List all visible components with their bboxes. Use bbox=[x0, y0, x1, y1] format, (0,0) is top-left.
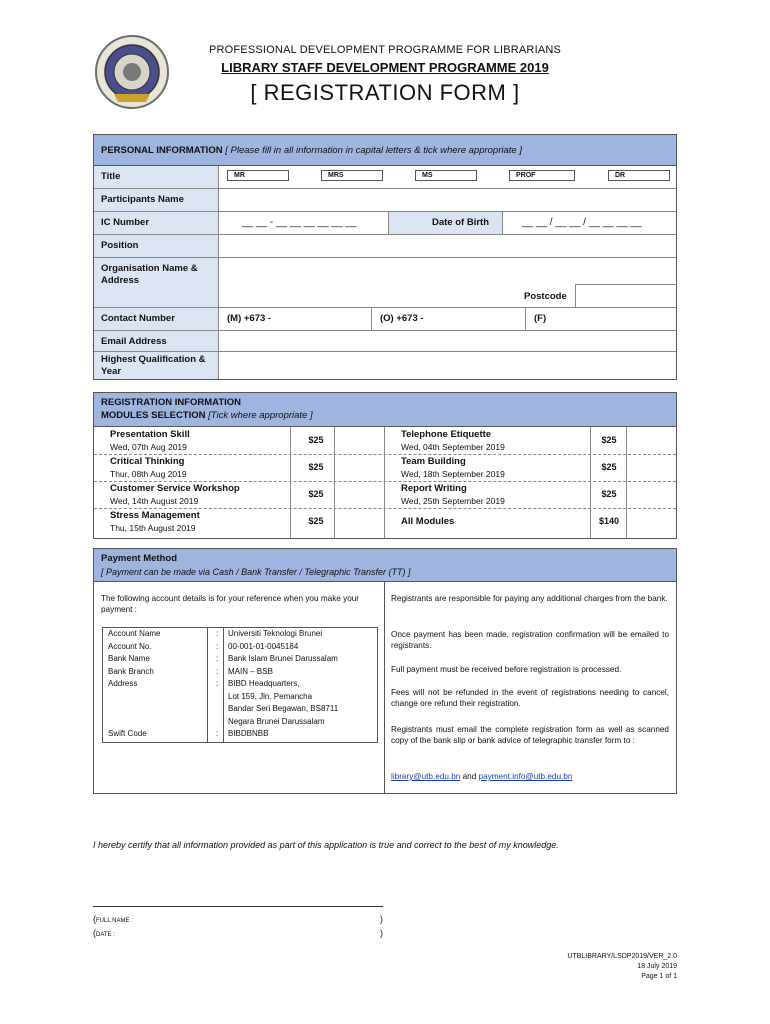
module-row bbox=[94, 454, 676, 482]
email-row bbox=[94, 331, 676, 352]
payment-method-section bbox=[93, 548, 677, 794]
module-name: Report Writing bbox=[401, 483, 467, 494]
postcode-label: Postcode bbox=[524, 291, 567, 302]
title-label: Title bbox=[101, 171, 121, 182]
payment-note: Full payment must be received before registration is processed. bbox=[391, 665, 622, 674]
registration-header bbox=[94, 393, 676, 427]
module-price: $25 bbox=[601, 435, 617, 445]
document-date: 18 July 2019 bbox=[637, 963, 677, 970]
registration-section bbox=[93, 392, 677, 539]
module-name: Critical Thinking bbox=[110, 456, 185, 467]
payment-note: Registrants are responsible for paying any additional charges from the bank. bbox=[391, 594, 668, 603]
university-seal-logo bbox=[94, 34, 170, 110]
title-option-mrs[interactable]: MRS bbox=[321, 170, 383, 181]
module-tick-box[interactable] bbox=[335, 454, 384, 481]
payment-heading: Payment Method bbox=[101, 553, 178, 564]
payment-header bbox=[94, 549, 676, 582]
module-date: Thur, 08th Aug 2019 bbox=[110, 469, 187, 479]
module-name: Stress Management bbox=[110, 510, 200, 521]
title-option-prof[interactable]: PROF bbox=[509, 170, 575, 181]
modules-note: [Tick where appropriate ] bbox=[205, 410, 313, 421]
postcode-field[interactable] bbox=[575, 284, 677, 308]
personal-information-section bbox=[93, 134, 677, 380]
bank-account-table: Account Name : Universiti Teknologi Brunei Account No. : 00-001-01-0045184 Bank Name : Bank Islam Brunei Darussalam Bank Branch : MAIN – BSB Address : BIBD Headquarters, Lot 159, Jln. Pemancha Bandar Seri Begawan, BS8711 Negara Brunei Darussalam Swift Code : BIBDBNBB bbox=[102, 627, 378, 743]
module-tick-box[interactable] bbox=[627, 508, 676, 538]
participant-name-label: Participants Name bbox=[101, 194, 184, 205]
payment-note: Registrants must email the complete registration form as well as scanned copy of the bank slip or bank advice of telegraphic transfer form to : bbox=[391, 725, 669, 745]
personal-info-note: [ Please fill in all information in capital letters & tick where appropriate ] bbox=[222, 145, 522, 156]
module-date: Wed, 04th September 2019 bbox=[401, 442, 505, 452]
module-price: $140 bbox=[598, 516, 620, 526]
fullname-field[interactable]: (FULL NAME : ) bbox=[93, 914, 383, 924]
organisation-label: Organisation Name & Address bbox=[101, 263, 198, 286]
module-price: $25 bbox=[601, 462, 617, 472]
module-name: Telephone Etiquette bbox=[401, 429, 492, 440]
module-price: $25 bbox=[308, 462, 324, 472]
contact-number-row bbox=[94, 308, 676, 331]
contact-mobile-field[interactable]: (M) +673 - bbox=[227, 313, 272, 324]
ic-number-label: IC Number bbox=[101, 217, 150, 228]
title-option-ms[interactable]: MS bbox=[415, 170, 477, 181]
module-price: $25 bbox=[601, 489, 617, 499]
payment-intro: The following account details is for your reference when you make your payment : bbox=[101, 594, 360, 614]
library-email-link[interactable]: library@utb.edu.bn bbox=[391, 772, 461, 781]
participant-name-row bbox=[94, 189, 676, 212]
module-tick-box[interactable] bbox=[335, 481, 384, 508]
module-name: Customer Service Workshop bbox=[110, 483, 240, 494]
personal-info-header bbox=[94, 135, 676, 166]
module-tick-box[interactable] bbox=[335, 508, 384, 538]
title-option-dr[interactable]: DR bbox=[608, 170, 670, 181]
payment-note: Once payment has been made, registration confirmation will be emailed to registrants. bbox=[391, 630, 669, 650]
module-price: $25 bbox=[308, 516, 324, 526]
registration-heading: REGISTRATION INFORMATION bbox=[101, 397, 242, 408]
personal-info-heading: PERSONAL INFORMATION bbox=[101, 145, 223, 156]
signature-line[interactable] bbox=[93, 906, 383, 907]
module-date: Thu, 15th August 2019 bbox=[110, 523, 196, 533]
contact-fax-field[interactable]: (F) bbox=[534, 313, 547, 324]
email-label: Email Address bbox=[101, 336, 167, 347]
modules-heading: MODULES SELECTION bbox=[101, 410, 206, 421]
dob-field[interactable]: __ __ / __ __ / __ __ __ __ bbox=[522, 217, 642, 228]
module-row bbox=[94, 508, 676, 538]
programme-title: LIBRARY STAFF DEVELOPMENT PROGRAMME 2019 bbox=[221, 60, 549, 75]
ic-number-row bbox=[94, 212, 676, 235]
module-price: $25 bbox=[308, 489, 324, 499]
certification-statement: I hereby certify that all information provided as part of this application is true and correct to the best of my knowledge. bbox=[93, 840, 559, 850]
payment-note: Fees will not be refunded in the event of registrations needing to cancel, change ore refund their registration. bbox=[391, 688, 669, 708]
title-option-mr[interactable]: MR bbox=[227, 170, 289, 181]
module-name: Team Building bbox=[401, 456, 466, 467]
page-number: Page 1 of 1 bbox=[641, 973, 677, 980]
module-date: Wed, 07th Aug 2019 bbox=[110, 442, 187, 452]
title-row bbox=[94, 166, 676, 189]
module-tick-box[interactable] bbox=[335, 427, 384, 454]
payment-subheading: [ Payment can be made via Cash / Bank Transfer / Telegraphic Transfer (TT) ] bbox=[101, 567, 411, 577]
module-date: Wed, 18th September 2019 bbox=[401, 469, 505, 479]
organisation-row bbox=[94, 258, 676, 308]
payment-email-link[interactable]: payment.info@utb.edu.bn bbox=[478, 772, 573, 781]
dob-label: Date of Birth bbox=[432, 217, 489, 228]
module-row bbox=[94, 481, 676, 509]
module-date: Wed, 14th August 2019 bbox=[110, 496, 199, 506]
document-code: UTBLIBRARY/LSDP2019/VER_2.0 bbox=[567, 953, 677, 960]
module-name: Presentation Skill bbox=[110, 429, 190, 440]
module-tick-box[interactable] bbox=[627, 427, 676, 454]
qualification-row bbox=[94, 352, 676, 379]
module-tick-box[interactable] bbox=[627, 481, 676, 508]
form-title: [ REGISTRATION FORM ] bbox=[250, 80, 520, 105]
module-tick-box[interactable] bbox=[627, 454, 676, 481]
qualification-label: Highest Qualification & Year bbox=[101, 354, 206, 377]
module-price: $25 bbox=[308, 435, 324, 445]
ic-number-field[interactable]: __ __ - __ __ __ __ __ __ bbox=[242, 217, 357, 228]
contact-office-field[interactable]: (O) +673 - bbox=[380, 313, 424, 324]
email-links: library@utb.edu.bn and payment.info@utb.edu.bn bbox=[391, 772, 573, 781]
contact-number-label: Contact Number bbox=[101, 313, 175, 324]
module-row bbox=[94, 427, 676, 455]
position-label: Position bbox=[101, 240, 139, 251]
module-name: All Modules bbox=[401, 516, 455, 527]
programme-heading: PROFESSIONAL DEVELOPMENT PROGRAMME FOR LIBRARIANS bbox=[208, 44, 562, 56]
position-row bbox=[94, 235, 676, 258]
date-field[interactable]: (DATE : ) bbox=[93, 928, 383, 938]
module-date: Wed, 25th September 2019 bbox=[401, 496, 505, 506]
